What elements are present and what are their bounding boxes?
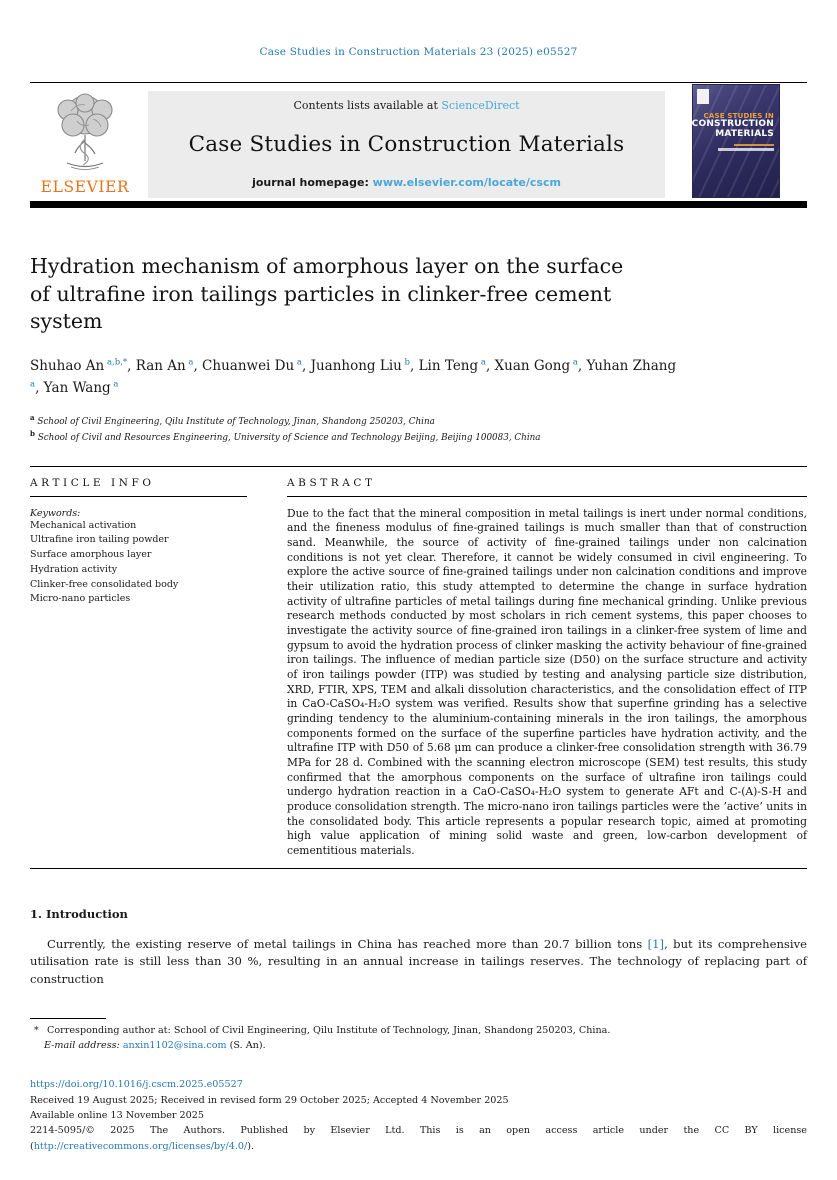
intro-text-before-ref: Currently, the existing reserve of metal tailings in China has reached more than 20.7 billion tons bbox=[47, 936, 648, 951]
divider bbox=[287, 496, 807, 497]
author bbox=[30, 358, 136, 374]
cover-title-line3: MATERIALS bbox=[715, 128, 774, 139]
affiliation bbox=[30, 413, 807, 429]
author-name: Yan Wang bbox=[43, 380, 111, 397]
affiliation-superscript: a bbox=[30, 412, 35, 422]
author-name: Xuan Gong bbox=[494, 358, 571, 375]
affiliation-text: School of Civil and Resources Engineering, University of Science and Technology Beijing, Beijing 100083, China bbox=[37, 432, 541, 443]
author bbox=[495, 358, 587, 374]
abstract-text: Due to the fact that the mineral composition in metal tailings is inert under normal conditions, and the fineness modulus of fine-grained tailings is much smaller than that of construction sand. Meanwhile, the source of activity of fine-grained tailings under non calcination conditions is not yet clear. Therefore, it cannot be widely consumed in civil engineering. To explore the active source of fine-grained tailings under non calcination conditions and improve their utilization ratio, this study attempted to determine the change in surface hydration activity of ultrafine particles of metal tailings during fine mechanical grinding. Unlike previous research methods conducted by most scholars in rich cement systems, this paper chooses to investigate the activity source of fine-grained iron tailings in a clinker-free system of lime and gypsum to avoid the hydration process of clinker masking the activity behaviour of fine-grained iron tailings. The influence of median particle size (D50) on the surface structure and activity of iron tailings powder (ITP) was studied by testing and analysing particle size distribution, XRD, FTIR, XPS, TEM and alkali dissolution characteristics, and the consolidation effect of ITP in CaO-CaSO₄-H₂O system was verified. Results show that superfine grinding has a selective grinding tendency to the aluminium-containing minerals in the iron tailings, the amorphous components formed on the surface of the superfine particles have hydration activity, and the ultrafine ITP with D50 of 5.68 μm can produce a clinker-free consolidation strength with 36.79 MPa for 28 d. Combined with the scanning electron microscope (SEM) test results, this study confirmed that the amorphous components on the surface of ultrafine iron tailings could undergo hydration reaction in a CaO-CaSO₄-H₂O system to generate AFt and C-(A)-S-H and produce consolidation strength. The micro-nano iron tailings particles were the ’active’ units in the consolidated body. This article represents a popular research topic, aimed at promoting high value application of mining solid waste and green, low-carbon development of cementitious materials. bbox=[287, 506, 807, 857]
keyword: Mechanical activation bbox=[30, 519, 137, 531]
contents-line bbox=[156, 99, 657, 112]
affiliation-list bbox=[30, 413, 807, 445]
citation-link-1[interactable]: [1] bbox=[647, 936, 665, 951]
author-superscript-link[interactable]: a bbox=[296, 357, 302, 368]
footnote-text: Corresponding author at: School of Civil Engineering, Qilu Institute of Technology, Jinan, Shandong 250203, China. bbox=[44, 1025, 611, 1037]
journal-reference-link[interactable]: Case Studies in Construction Materials 23 (2025) e05527 bbox=[259, 46, 578, 58]
sciencedirect-link[interactable]: ScienceDirect bbox=[441, 99, 520, 112]
keyword: Clinker-free consolidated body bbox=[30, 578, 179, 590]
author-name: Shuhao An bbox=[30, 358, 105, 375]
author-name: Chuanwei Du bbox=[202, 358, 295, 375]
journal-banner bbox=[148, 91, 665, 198]
article-title: Hydration mechanism of amorphous layer on the surface of ultrafine iron tailings particles in clinker-free cement system bbox=[30, 254, 624, 334]
author-separator: , bbox=[301, 358, 311, 375]
doi-link[interactable]: https://doi.org/10.1016/j.cscm.2025.e05527 bbox=[30, 1079, 243, 1091]
divider bbox=[30, 496, 247, 497]
cover-title-line2: CONSTRUCTION bbox=[691, 119, 774, 129]
footnote-divider bbox=[30, 1018, 106, 1019]
author-superscript-link[interactable]: b bbox=[404, 357, 410, 368]
info-abstract-columns bbox=[30, 477, 807, 859]
email-line bbox=[30, 1039, 807, 1054]
email-link[interactable]: anxin1102@sina.com bbox=[119, 1040, 227, 1052]
copyright-line: 2214-5095/© 2025 The Authors. Published by Elsevier Ltd. This is an open access article under the CC BY license bbox=[30, 1125, 807, 1137]
author-superscript-link[interactable]: a,b,* bbox=[106, 357, 128, 368]
affiliation bbox=[30, 429, 807, 445]
abstract-heading: ABSTRACT bbox=[287, 476, 376, 489]
author-superscript-link[interactable]: a bbox=[572, 357, 578, 368]
introduction-paragraph bbox=[30, 936, 807, 990]
author bbox=[311, 358, 419, 374]
journal-cover-thumbnail[interactable] bbox=[692, 84, 780, 198]
author-separator: , bbox=[577, 358, 587, 375]
intro-text-after-ref: , but its comprehensive utilisation rate is still less than 30 %, resulting in an annual increase in tailings reserves. The technology of replacing part of construction bbox=[30, 936, 807, 987]
author-name: Lin Teng bbox=[418, 358, 479, 375]
abstract-column bbox=[287, 477, 807, 859]
license-link[interactable]: http://creativecommons.org/licenses/by/4.0/ bbox=[33, 1140, 248, 1152]
author bbox=[44, 380, 119, 396]
elsevier-logo[interactable] bbox=[30, 83, 148, 198]
author-list bbox=[30, 355, 680, 400]
author-superscript-link[interactable]: a bbox=[113, 379, 119, 390]
available-online-date: Available online 13 November 2025 bbox=[30, 1109, 204, 1121]
author-separator: , bbox=[410, 358, 419, 375]
section-heading-introduction: 1. Introduction bbox=[30, 906, 128, 921]
author-superscript-link[interactable]: a bbox=[480, 357, 486, 368]
divider bbox=[30, 868, 807, 869]
elsevier-wordmark: ELSEVIER bbox=[40, 178, 130, 196]
author-name: Yuhan Zhang bbox=[586, 358, 677, 375]
keyword: Ultrafine iron tailing powder bbox=[30, 534, 169, 546]
cover-title-line1: CASE STUDIES IN bbox=[703, 112, 774, 120]
license-open-paren: ( bbox=[30, 1140, 34, 1152]
article-info-column bbox=[30, 477, 255, 859]
cover-column bbox=[665, 83, 807, 198]
affiliation-superscript: b bbox=[30, 428, 35, 438]
author-name: Ran An bbox=[135, 358, 186, 375]
author-separator: , bbox=[35, 380, 44, 397]
journal-title: Case Studies in Construction Materials bbox=[188, 131, 625, 157]
author-separator: , bbox=[485, 358, 495, 375]
author bbox=[136, 358, 202, 374]
affiliation-text: School of Civil Engineering, Qilu Institute of Technology, Jinan, Shandong 250203, China bbox=[37, 416, 435, 427]
author-name: Juanhong Liu bbox=[310, 358, 402, 375]
homepage-link[interactable]: www.elsevier.com/locate/cscm bbox=[372, 176, 561, 189]
divider bbox=[30, 466, 807, 467]
contents-prefix: Contents lists available at bbox=[293, 99, 442, 112]
email-suffix: (S. An). bbox=[226, 1040, 266, 1052]
homepage-prefix: journal homepage: bbox=[252, 176, 373, 189]
article-info-heading: ARTICLE INFO bbox=[30, 476, 155, 489]
keyword: Micro-nano particles bbox=[30, 593, 131, 605]
cover-elsevier-mini-logo-icon bbox=[697, 89, 709, 104]
keyword: Surface amorphous layer bbox=[30, 549, 152, 561]
header-black-bar bbox=[30, 201, 807, 208]
license-line bbox=[30, 1140, 807, 1154]
author bbox=[419, 358, 495, 374]
elsevier-tree-icon bbox=[45, 91, 125, 177]
homepage-line bbox=[156, 176, 657, 189]
author-superscript-link[interactable]: a bbox=[30, 379, 36, 390]
imprint-block bbox=[30, 1078, 807, 1154]
author bbox=[202, 358, 311, 374]
cover-editors-text-bar bbox=[734, 144, 774, 147]
corresponding-author-footnote: * Corresponding author at: School of Civil Engineering, Qilu Institute of Technology, Jinan, Shandong 250203, China. bbox=[34, 1025, 611, 1037]
journal-header bbox=[30, 83, 807, 198]
author-separator: , bbox=[127, 358, 136, 375]
keywords-list bbox=[30, 519, 255, 607]
author-separator: , bbox=[193, 358, 203, 375]
cover-editors-names-bar bbox=[718, 148, 774, 151]
email-label: E-mail address: bbox=[44, 1040, 120, 1052]
cover-titles bbox=[692, 112, 774, 151]
license-close-paren: ). bbox=[247, 1140, 255, 1152]
keyword: Hydration activity bbox=[30, 563, 118, 575]
author-superscript-link[interactable]: a bbox=[188, 357, 194, 368]
keywords-label: Keywords: bbox=[30, 507, 81, 519]
received-dates: Received 19 August 2025; Received in revised form 29 October 2025; Accepted 4 November 2025 bbox=[30, 1094, 509, 1106]
